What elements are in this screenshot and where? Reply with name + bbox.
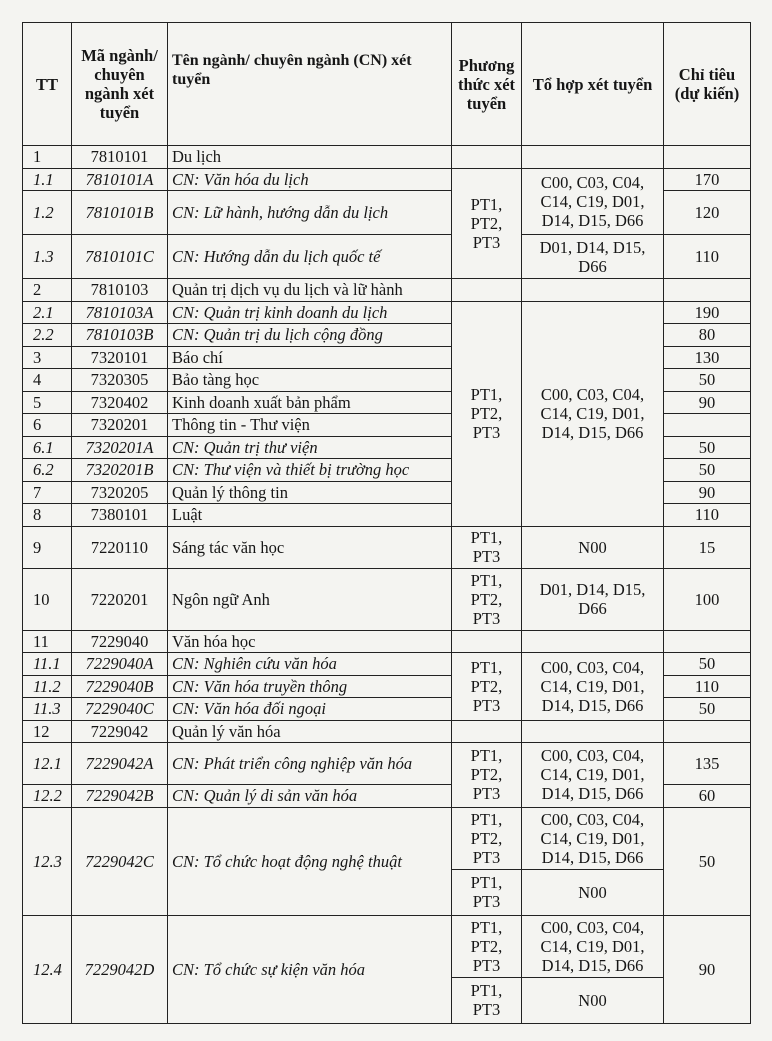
cell-code: 7320201A — [72, 436, 168, 459]
cell-code: 7810103A — [72, 301, 168, 324]
cell-quota: 50 — [664, 369, 751, 392]
cell-tt: 11.1 — [23, 653, 72, 676]
cell-method: PT1, PT3 — [452, 526, 522, 568]
cell-tt: 2 — [23, 279, 72, 302]
cell-quota — [664, 279, 751, 302]
header-method: Phương thức xét tuyển — [452, 23, 522, 146]
cell-quota: 110 — [664, 235, 751, 279]
table-row — [23, 807, 751, 869]
table-row — [23, 720, 751, 743]
cell-tt: 10 — [23, 568, 72, 630]
cell-combo — [522, 146, 664, 169]
cell-tt: 11.3 — [23, 698, 72, 721]
header-quota: Chỉ tiêu (dự kiến) — [664, 23, 751, 146]
cell-method — [452, 279, 522, 302]
cell-code: 7810103 — [72, 279, 168, 302]
cell-combo: C00, C03, C04, C14, C19, D01, D14, D15, D66 — [522, 807, 664, 869]
cell-tt: 3 — [23, 346, 72, 369]
table-row — [23, 915, 751, 977]
cell-code: 7810101B — [72, 191, 168, 235]
cell-quota: 60 — [664, 785, 751, 808]
cell-tt: 12.2 — [23, 785, 72, 808]
cell-tt: 12.3 — [23, 807, 72, 915]
cell-code: 7810103B — [72, 324, 168, 347]
table-row — [23, 146, 751, 169]
cell-name: Du lịch — [168, 146, 452, 169]
cell-tt: 1.1 — [23, 168, 72, 191]
cell-quota: 100 — [664, 568, 751, 630]
cell-combo: N00 — [522, 526, 664, 568]
admission-table — [22, 22, 751, 1024]
cell-method: PT1, PT2, PT3 — [452, 568, 522, 630]
table-row — [23, 630, 751, 653]
cell-name: Quản lý văn hóa — [168, 720, 452, 743]
cell-tt: 12.4 — [23, 915, 72, 1023]
cell-name: Sáng tác văn học — [168, 526, 452, 568]
cell-combo: D01, D14, D15, D66 — [522, 568, 664, 630]
cell-combo: C00, C03, C04, C14, C19, D01, D14, D15, D66 — [522, 915, 664, 977]
cell-tt: 6 — [23, 414, 72, 437]
cell-tt: 5 — [23, 391, 72, 414]
cell-quota: 120 — [664, 191, 751, 235]
cell-quota: 50 — [664, 436, 751, 459]
cell-tt: 7 — [23, 481, 72, 504]
cell-tt: 12 — [23, 720, 72, 743]
cell-combo: N00 — [522, 977, 664, 1023]
cell-code: 7229040 — [72, 630, 168, 653]
cell-combo: C00, C03, C04, C14, C19, D01, D14, D15, D66 — [522, 168, 664, 235]
cell-method: PT1, PT2, PT3 — [452, 743, 522, 808]
cell-method: PT1, PT2, PT3 — [452, 301, 522, 526]
cell-quota: 80 — [664, 324, 751, 347]
cell-name: CN: Lữ hành, hướng dẫn du lịch — [168, 191, 452, 235]
cell-quota: 135 — [664, 743, 751, 785]
table-row — [23, 743, 751, 785]
cell-combo — [522, 630, 664, 653]
cell-name: CN: Nghiên cứu văn hóa — [168, 653, 452, 676]
cell-combo: C00, C03, C04, C14, C19, D01, D14, D15, D66 — [522, 301, 664, 526]
cell-quota: 50 — [664, 807, 751, 915]
cell-tt: 9 — [23, 526, 72, 568]
cell-quota: 110 — [664, 504, 751, 527]
cell-code: 7229040B — [72, 675, 168, 698]
cell-name: Kinh doanh xuất bản phẩm — [168, 391, 452, 414]
cell-tt: 11 — [23, 630, 72, 653]
table-row — [23, 279, 751, 302]
cell-method — [452, 146, 522, 169]
cell-quota: 50 — [664, 459, 751, 482]
cell-tt: 8 — [23, 504, 72, 527]
cell-quota — [664, 146, 751, 169]
cell-code: 7320402 — [72, 391, 168, 414]
cell-method: PT1, PT2, PT3 — [452, 807, 522, 869]
cell-combo: C00, C03, C04, C14, C19, D01, D14, D15, D66 — [522, 743, 664, 808]
cell-name: CN: Quản trị kinh doanh du lịch — [168, 301, 452, 324]
table-row — [23, 301, 751, 324]
cell-name: CN: Phát triển công nghiệp văn hóa — [168, 743, 452, 785]
cell-method — [452, 630, 522, 653]
cell-code: 7810101 — [72, 146, 168, 169]
cell-name: Quản trị dịch vụ du lịch và lữ hành — [168, 279, 452, 302]
cell-method — [452, 720, 522, 743]
cell-tt: 11.2 — [23, 675, 72, 698]
cell-quota: 110 — [664, 675, 751, 698]
header-combo: Tổ hợp xét tuyển — [522, 23, 664, 146]
cell-name: Quản lý thông tin — [168, 481, 452, 504]
cell-quota: 50 — [664, 698, 751, 721]
table-row — [23, 168, 751, 191]
cell-name: CN: Quản trị du lịch cộng đồng — [168, 324, 452, 347]
cell-name: CN: Thư viện và thiết bị trường học — [168, 459, 452, 482]
cell-quota: 50 — [664, 653, 751, 676]
cell-name: CN: Văn hóa du lịch — [168, 168, 452, 191]
cell-code: 7320101 — [72, 346, 168, 369]
cell-quota: 190 — [664, 301, 751, 324]
cell-method: PT1, PT3 — [452, 869, 522, 915]
cell-name: CN: Văn hóa truyền thông — [168, 675, 452, 698]
cell-quota: 170 — [664, 168, 751, 191]
cell-quota: 130 — [664, 346, 751, 369]
cell-combo — [522, 720, 664, 743]
cell-code: 7229042 — [72, 720, 168, 743]
cell-code: 7229042D — [72, 915, 168, 1023]
cell-code: 7320205 — [72, 481, 168, 504]
header-name: Tên ngành/ chuyên ngành (CN) xét tuyển — [168, 23, 452, 146]
cell-tt: 1.2 — [23, 191, 72, 235]
cell-combo: D01, D14, D15, D66 — [522, 235, 664, 279]
cell-tt: 6.1 — [23, 436, 72, 459]
cell-code: 7229042A — [72, 743, 168, 785]
cell-name: CN: Văn hóa đối ngoại — [168, 698, 452, 721]
cell-quota — [664, 630, 751, 653]
cell-combo — [522, 279, 664, 302]
cell-quota — [664, 414, 751, 437]
cell-method: PT1, PT2, PT3 — [452, 915, 522, 977]
table-row — [23, 568, 751, 630]
cell-code: 7220110 — [72, 526, 168, 568]
cell-code: 7380101 — [72, 504, 168, 527]
cell-tt: 6.2 — [23, 459, 72, 482]
cell-quota — [664, 720, 751, 743]
table-row — [23, 526, 751, 568]
cell-name: Ngôn ngữ Anh — [168, 568, 452, 630]
cell-quota: 15 — [664, 526, 751, 568]
cell-code: 7320201 — [72, 414, 168, 437]
cell-code: 7229040A — [72, 653, 168, 676]
cell-name: Bảo tàng học — [168, 369, 452, 392]
cell-name: CN: Quản lý di sản văn hóa — [168, 785, 452, 808]
cell-name: CN: Hướng dẫn du lịch quốc tế — [168, 235, 452, 279]
cell-name: Luật — [168, 504, 452, 527]
table-row — [23, 653, 751, 676]
cell-code: 7320305 — [72, 369, 168, 392]
cell-code: 7229042C — [72, 807, 168, 915]
cell-method: PT1, PT2, PT3 — [452, 168, 522, 279]
cell-tt: 1 — [23, 146, 72, 169]
cell-code: 7320201B — [72, 459, 168, 482]
cell-name: Thông tin - Thư viện — [168, 414, 452, 437]
cell-tt: 4 — [23, 369, 72, 392]
cell-code: 7229040C — [72, 698, 168, 721]
cell-tt: 12.1 — [23, 743, 72, 785]
cell-quota: 90 — [664, 915, 751, 1023]
cell-code: 7810101A — [72, 168, 168, 191]
cell-name: CN: Quản trị thư viện — [168, 436, 452, 459]
cell-name: CN: Tổ chức sự kiện văn hóa — [168, 915, 452, 1023]
cell-code: 7810101C — [72, 235, 168, 279]
cell-method: PT1, PT3 — [452, 977, 522, 1023]
header-code: Mã ngành/ chuyên ngành xét tuyển — [72, 23, 168, 146]
cell-code: 7220201 — [72, 568, 168, 630]
table-row — [23, 235, 751, 279]
cell-tt: 1.3 — [23, 235, 72, 279]
cell-combo: N00 — [522, 869, 664, 915]
cell-tt: 2.1 — [23, 301, 72, 324]
cell-method: PT1, PT2, PT3 — [452, 653, 522, 721]
cell-code: 7229042B — [72, 785, 168, 808]
cell-quota: 90 — [664, 481, 751, 504]
cell-tt: 2.2 — [23, 324, 72, 347]
cell-combo: C00, C03, C04, C14, C19, D01, D14, D15, D66 — [522, 653, 664, 721]
cell-name: Văn hóa học — [168, 630, 452, 653]
cell-name: Báo chí — [168, 346, 452, 369]
cell-name: CN: Tổ chức hoạt động nghệ thuật — [168, 807, 452, 915]
header-tt: TT — [23, 23, 72, 146]
cell-quota: 90 — [664, 391, 751, 414]
